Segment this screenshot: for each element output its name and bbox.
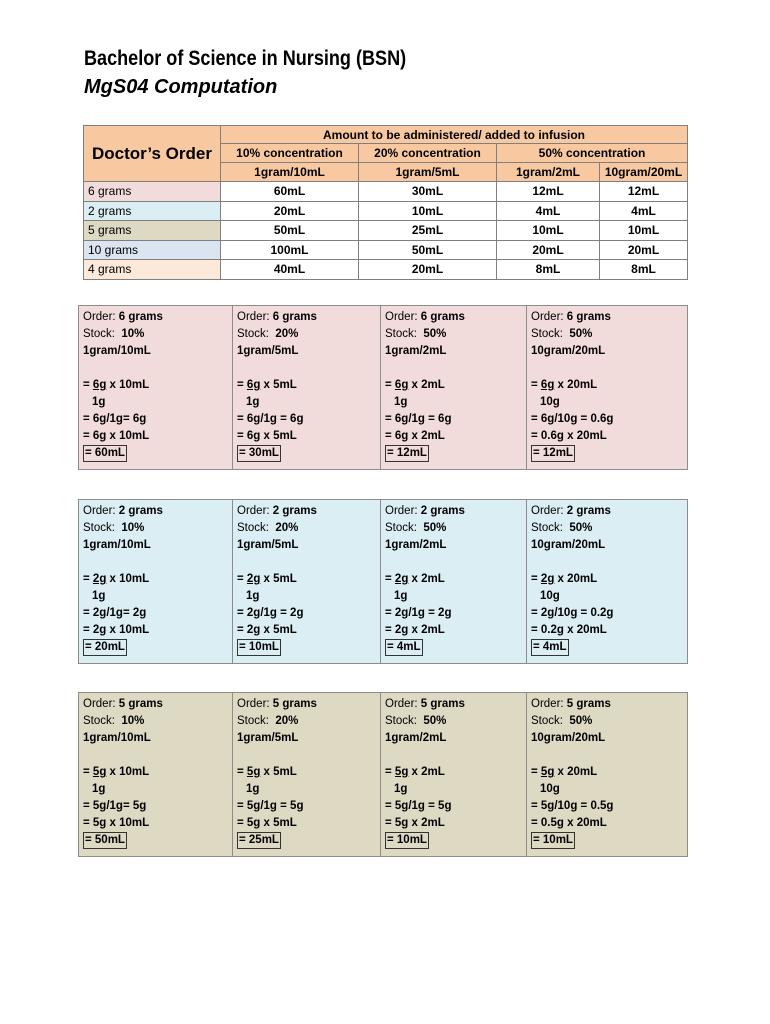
result-box: = 20mL	[83, 639, 127, 656]
result-box: = 12mL	[531, 445, 575, 462]
computation-cell: Order: 2 grams Stock: 50% 10gram/20mL = 2g x 20mL 10g = 2g/10g = 0.2g = 0.2g x 20mL = 4mL	[527, 500, 688, 664]
value-cell: 50mL	[359, 240, 497, 260]
table-row	[84, 260, 688, 280]
value-cell: 20mL	[600, 240, 688, 260]
computation-cell: Order: 6 grams Stock: 20% 1gram/5mL = 6g x 5mL 1g = 6g/1g = 6g = 6g x 5mL = 30mL	[233, 306, 381, 470]
result-box: = 30mL	[237, 445, 281, 462]
value-cell: 10mL	[497, 221, 600, 241]
value-cell: 20mL	[497, 240, 600, 260]
value-cell: 40mL	[221, 260, 359, 280]
computation-cell: Order: 2 grams Stock: 50% 1gram/2mL = 2g x 2mL 1g = 2g/1g = 2g = 2g x 2mL = 4mL	[381, 500, 527, 664]
value-cell: 8mL	[600, 260, 688, 280]
computation-cell: Order: 5 grams Stock: 20% 1gram/5mL = 5g x 5mL 1g = 5g/1g = 5g = 5g x 5mL = 25mL	[233, 693, 381, 857]
amount-header: Amount to be administered/ added to infusion	[221, 126, 688, 144]
computation-grid-2-grams	[78, 499, 688, 664]
col-20-header: 20% concentration	[359, 144, 497, 163]
table-row	[84, 221, 688, 241]
value-cell: 4mL	[497, 201, 600, 221]
computation-cell: Order: 2 grams Stock: 10% 1gram/10mL = 2g x 10mL 1g = 2g/1g= 2g = 2g x 10mL = 20mL	[79, 500, 233, 664]
result-box: = 10mL	[385, 832, 429, 849]
computation-cell: Order: 5 grams Stock: 50% 1gram/2mL = 5g x 2mL 1g = 5g/1g = 5g = 5g x 2mL = 10mL	[381, 693, 527, 857]
result-box: = 12mL	[385, 445, 429, 462]
value-cell: 60mL	[221, 182, 359, 202]
col-50a-subheader: 1gram/2mL	[497, 163, 600, 182]
computation-cell: Order: 6 grams Stock: 10% 1gram/10mL = 6g x 10mL 1g = 6g/1g= 6g = 6g x 10mL = 60mL	[79, 306, 233, 470]
order-cell: 6 grams	[84, 182, 221, 202]
value-cell: 4mL	[600, 201, 688, 221]
computation-cell: Order: 6 grams Stock: 50% 1gram/2mL = 6g x 2mL 1g = 6g/1g = 6g = 6g x 2mL = 12mL	[381, 306, 527, 470]
value-cell: 30mL	[359, 182, 497, 202]
value-cell: 20mL	[359, 260, 497, 280]
result-box: = 60mL	[83, 445, 127, 462]
col-10-subheader: 1gram/10mL	[221, 163, 359, 182]
value-cell: 20mL	[221, 201, 359, 221]
table-row	[84, 201, 688, 221]
computation-cell: Order: 6 grams Stock: 50% 10gram/20mL = 6g x 20mL 10g = 6g/10g = 0.6g = 0.6g x 20mL = 12mL	[527, 306, 688, 470]
computation-grid-6-grams	[78, 305, 688, 470]
value-cell: 10mL	[359, 201, 497, 221]
result-box: = 4mL	[385, 639, 423, 656]
col-50b-subheader: 10gram/20mL	[600, 163, 688, 182]
value-cell: 50mL	[221, 221, 359, 241]
order-cell: 2 grams	[84, 201, 221, 221]
computation-cell: Order: 5 grams Stock: 50% 10gram/20mL = 5g x 20mL 10g = 5g/10g = 0.5g = 0.5g x 20mL = 10mL	[527, 693, 688, 857]
table-row	[84, 240, 688, 260]
result-box: = 10mL	[531, 832, 575, 849]
col-50-header: 50% concentration	[497, 144, 688, 163]
page-subtitle: MgS04 Computation	[84, 76, 278, 98]
order-cell: 10 grams	[84, 240, 221, 260]
summary-table	[83, 125, 688, 280]
value-cell: 25mL	[359, 221, 497, 241]
value-cell: 100mL	[221, 240, 359, 260]
doctor-order-header: Doctor’s Order	[84, 126, 221, 182]
col-20-subheader: 1gram/5mL	[359, 163, 497, 182]
computation-cell: Order: 2 grams Stock: 20% 1gram/5mL = 2g x 5mL 1g = 2g/1g = 2g = 2g x 5mL = 10mL	[233, 500, 381, 664]
value-cell: 8mL	[497, 260, 600, 280]
col-10-header: 10% concentration	[221, 144, 359, 163]
result-box: = 10mL	[237, 639, 281, 656]
page-title: Bachelor of Science in Nursing (BSN)	[84, 47, 407, 70]
table-row	[84, 182, 688, 202]
value-cell: 12mL	[600, 182, 688, 202]
result-box: = 50mL	[83, 832, 127, 849]
value-cell: 10mL	[600, 221, 688, 241]
value-cell: 12mL	[497, 182, 600, 202]
computation-grid-5-grams	[78, 692, 688, 857]
order-cell: 4 grams	[84, 260, 221, 280]
result-box: = 4mL	[531, 639, 569, 656]
computation-cell: Order: 5 grams Stock: 10% 1gram/10mL = 5g x 10mL 1g = 5g/1g= 5g = 5g x 10mL = 50mL	[79, 693, 233, 857]
result-box: = 25mL	[237, 832, 281, 849]
order-cell: 5 grams	[84, 221, 221, 241]
